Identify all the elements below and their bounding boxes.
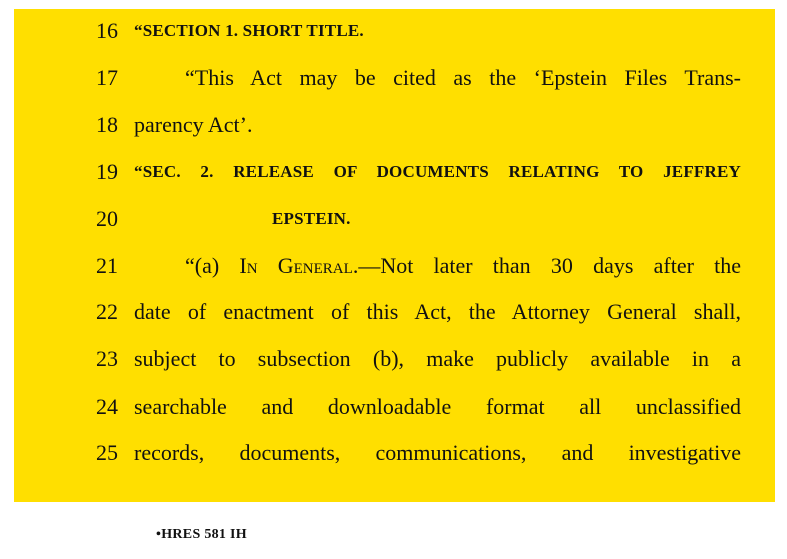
line-number: 24 — [96, 394, 118, 419]
subsection-label-open: “(a) — [185, 253, 240, 278]
line-number: 23 — [96, 346, 118, 371]
line-16 — [0, 16, 787, 46]
line-20 — [0, 204, 787, 234]
section-heading: “SEC. 2. RELEASE OF DOCUMENTS RELATING TO JEFFREY — [134, 162, 741, 181]
document-footer: •HRES 581 IH — [156, 527, 247, 542]
body-text: “This Act may be cited as the ‘Epstein Files Trans- — [185, 65, 741, 90]
body-text: searchable and downloadable format all unclassified — [134, 394, 741, 419]
line-24 — [0, 392, 787, 422]
body-text: records, documents, communications, and investigative — [134, 440, 741, 465]
line-25 — [0, 438, 787, 468]
line-number: 22 — [96, 299, 118, 324]
body-text: date of enactment of this Act, the Attorney General shall, — [134, 299, 741, 324]
line-number: 20 — [96, 206, 118, 231]
line-18 — [0, 110, 787, 140]
section-heading-continued: EPSTEIN. — [272, 209, 351, 228]
body-text: parency Act’. — [134, 112, 253, 137]
line-23 — [0, 344, 787, 374]
line-17 — [0, 63, 787, 93]
body-text: subject to subsection (b), make publicly available in a — [134, 346, 741, 371]
line-number: 17 — [96, 65, 118, 90]
line-number: 21 — [96, 253, 118, 278]
line-22 — [0, 297, 787, 327]
line-number: 18 — [96, 112, 118, 137]
line-21 — [0, 251, 787, 281]
subsection-text — [185, 251, 741, 281]
subsection-heading: In General — [239, 253, 353, 278]
subsection-text-rest: .—Not later than 30 days after the — [352, 253, 741, 278]
line-number: 19 — [96, 159, 118, 184]
section-heading: “SECTION 1. SHORT TITLE. — [134, 21, 364, 40]
line-number: 25 — [96, 440, 118, 465]
line-number: 16 — [96, 18, 118, 43]
line-19 — [0, 157, 787, 187]
